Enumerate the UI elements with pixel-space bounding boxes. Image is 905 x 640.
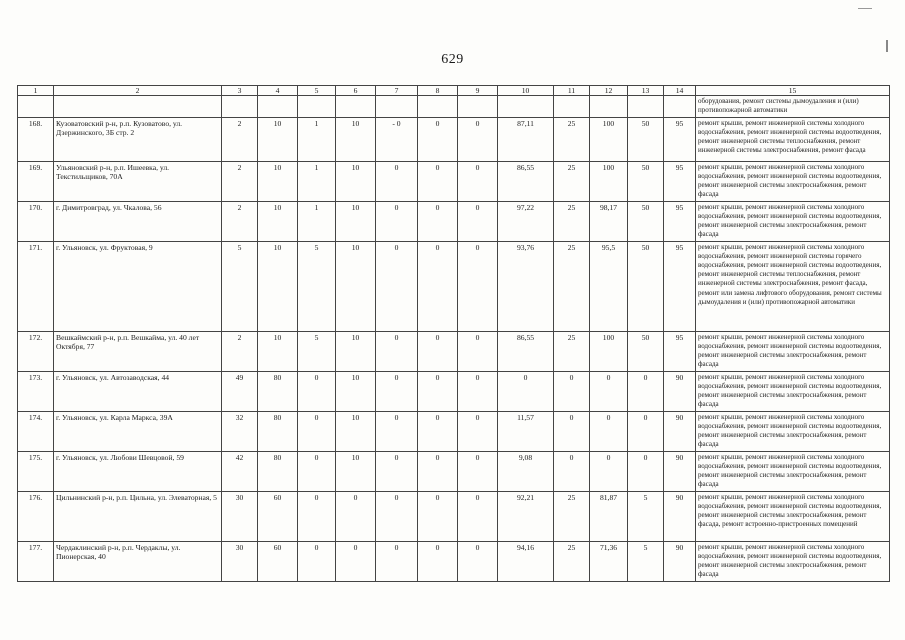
value-cell: 32 <box>222 411 258 451</box>
column-number: 3 <box>222 86 258 96</box>
value-cell: 0 <box>336 541 376 581</box>
address-cell: г. Ульяновск, ул. Карла Маркса, 39А <box>54 411 222 451</box>
value-cell: 0 <box>418 331 458 371</box>
value-cell: 9,08 <box>498 451 554 491</box>
value-cell: 0 <box>458 411 498 451</box>
value-cell: 0 <box>376 491 418 541</box>
row-number: 170. <box>18 201 54 241</box>
value-cell: - 0 <box>376 117 418 161</box>
value-cell: 5 <box>298 241 336 331</box>
value-cell: 95 <box>664 201 696 241</box>
value-cell: 10 <box>336 117 376 161</box>
table-row <box>18 331 890 371</box>
works-cell: ремонт крыши, ремонт инженерной системы холодного водоснабжения, ремонт инженерной системы водоотведения, ремонт инженерной системы электроснабжения, ремонт фасада <box>696 331 890 371</box>
address-cell: г. Ульяновск, ул. Автозаводская, 44 <box>54 371 222 411</box>
value-cell: 0 <box>554 451 590 491</box>
table-row <box>18 371 890 411</box>
scan-mark-right <box>886 40 888 52</box>
value-cell: 25 <box>554 161 590 201</box>
value-cell: 5 <box>298 331 336 371</box>
column-number: 2 <box>54 86 222 96</box>
works-cell: ремонт крыши, ремонт инженерной системы холодного водоснабжения, ремонт инженерной системы водоотведения, ремонт инженерной системы электроснабжения, ремонт фасада <box>696 451 890 491</box>
column-number: 4 <box>258 86 298 96</box>
value-cell: 10 <box>336 451 376 491</box>
value-cell: 30 <box>222 541 258 581</box>
value-cell: 95 <box>664 117 696 161</box>
value-cell: 0 <box>628 451 664 491</box>
row-number: 175. <box>18 451 54 491</box>
value-cell: 100 <box>590 117 628 161</box>
value-cell: 0 <box>458 331 498 371</box>
value-cell: 10 <box>336 241 376 331</box>
row-number: 168. <box>18 117 54 161</box>
works-cell: ремонт крыши, ремонт инженерной системы холодного водоснабжения, ремонт инженерной системы водоотведения, ремонт инженерной системы электроснабжения, ремонт фасада <box>696 371 890 411</box>
value-cell: 95,5 <box>590 241 628 331</box>
address-cell: Кузоватовский р-н, р.п. Кузоватово, ул. Дзержинского, 3Б стр. 2 <box>54 117 222 161</box>
value-cell: 86,55 <box>498 161 554 201</box>
value-cell: 0 <box>418 541 458 581</box>
value-cell: 0 <box>458 161 498 201</box>
row-number: 171. <box>18 241 54 331</box>
works-continuation: оборудования, ремонт системы дымоудаления и (или) противопожарной автоматики <box>696 96 890 117</box>
value-cell: 0 <box>298 491 336 541</box>
table-row <box>18 411 890 451</box>
table-row <box>18 161 890 201</box>
value-cell: 50 <box>628 241 664 331</box>
works-cell: ремонт крыши, ремонт инженерной системы холодного водоснабжения, ремонт инженерной системы водоотведения, ремонт инженерной системы электроснабжения, ремонт фасада <box>696 201 890 241</box>
value-cell: 49 <box>222 371 258 411</box>
column-number: 10 <box>498 86 554 96</box>
value-cell: 0 <box>458 451 498 491</box>
value-cell: 10 <box>258 161 298 201</box>
value-cell: 50 <box>628 117 664 161</box>
value-cell: 25 <box>554 331 590 371</box>
scan-mark-top <box>858 8 872 9</box>
value-cell: 100 <box>590 331 628 371</box>
value-cell: 95 <box>664 161 696 201</box>
value-cell: 90 <box>664 451 696 491</box>
value-cell: 0 <box>298 411 336 451</box>
table-row <box>18 117 890 161</box>
continuation-row <box>18 96 890 117</box>
table-row <box>18 241 890 331</box>
value-cell: 0 <box>458 201 498 241</box>
value-cell: 90 <box>664 491 696 541</box>
value-cell: 100 <box>590 161 628 201</box>
value-cell: 50 <box>628 331 664 371</box>
value-cell: 0 <box>376 451 418 491</box>
row-number: 176. <box>18 491 54 541</box>
address-cell: Чердаклинский р-н, р.п. Чердаклы, ул. Пионерская, 40 <box>54 541 222 581</box>
column-number: 1 <box>18 86 54 96</box>
column-number: 12 <box>590 86 628 96</box>
value-cell: 30 <box>222 491 258 541</box>
row-number: 177. <box>18 541 54 581</box>
value-cell: 92,21 <box>498 491 554 541</box>
column-number: 9 <box>458 86 498 96</box>
value-cell: 0 <box>376 411 418 451</box>
value-cell: 2 <box>222 117 258 161</box>
value-cell: 0 <box>458 241 498 331</box>
row-number: 173. <box>18 371 54 411</box>
value-cell: 0 <box>628 411 664 451</box>
value-cell: 0 <box>418 201 458 241</box>
value-cell: 0 <box>298 541 336 581</box>
value-cell: 0 <box>458 491 498 541</box>
column-number: 5 <box>298 86 336 96</box>
value-cell: 50 <box>628 201 664 241</box>
repair-register-table <box>17 85 890 582</box>
column-number: 14 <box>664 86 696 96</box>
value-cell: 80 <box>258 371 298 411</box>
value-cell: 0 <box>376 331 418 371</box>
value-cell: 0 <box>628 371 664 411</box>
value-cell: 0 <box>418 411 458 451</box>
works-cell: ремонт крыши, ремонт инженерной системы холодного водоснабжения, ремонт инженерной системы горячего водоснабжения, ремонт инженерной системы водоотведения, ремонт инженерной системы теплоснабжения, ремонт инженерной системы электроснабжения, ремонт фасада, ремонт или замена лифтового оборудования, ремонт системы дымоудаления и (или) противопожарной автоматики <box>696 241 890 331</box>
column-number: 8 <box>418 86 458 96</box>
table-row <box>18 451 890 491</box>
value-cell: 0 <box>298 371 336 411</box>
address-cell: г. Ульяновск, ул. Фруктовая, 9 <box>54 241 222 331</box>
value-cell: 42 <box>222 451 258 491</box>
value-cell: 98,17 <box>590 201 628 241</box>
value-cell: 10 <box>258 241 298 331</box>
value-cell: 0 <box>590 451 628 491</box>
column-number: 6 <box>336 86 376 96</box>
value-cell: 95 <box>664 241 696 331</box>
value-cell: 90 <box>664 411 696 451</box>
value-cell: 0 <box>376 201 418 241</box>
value-cell: 0 <box>418 451 458 491</box>
value-cell: 0 <box>418 491 458 541</box>
works-cell: ремонт крыши, ремонт инженерной системы холодного водоснабжения, ремонт инженерной системы водоотведения, ремонт инженерной системы электроснабжения, ремонт фасада <box>696 161 890 201</box>
value-cell: 5 <box>628 491 664 541</box>
value-cell: 0 <box>458 117 498 161</box>
value-cell: 0 <box>554 411 590 451</box>
value-cell: 0 <box>458 541 498 581</box>
value-cell: 25 <box>554 541 590 581</box>
value-cell: 25 <box>554 491 590 541</box>
value-cell: 97,22 <box>498 201 554 241</box>
value-cell: 25 <box>554 201 590 241</box>
value-cell: 87,11 <box>498 117 554 161</box>
value-cell: 0 <box>458 371 498 411</box>
value-cell: 25 <box>554 117 590 161</box>
value-cell: 94,16 <box>498 541 554 581</box>
address-cell: Цильнинский р-н, р.п. Цильна, ул. Элеваторная, 5 <box>54 491 222 541</box>
works-cell: ремонт крыши, ремонт инженерной системы холодного водоснабжения, ремонт инженерной системы водоотведения, ремонт инженерной системы электроснабжения, ремонт фасада <box>696 541 890 581</box>
value-cell: 60 <box>258 491 298 541</box>
row-number: 172. <box>18 331 54 371</box>
value-cell: 0 <box>418 161 458 201</box>
value-cell: 90 <box>664 371 696 411</box>
value-cell: 0 <box>336 491 376 541</box>
value-cell: 90 <box>664 541 696 581</box>
value-cell: 0 <box>376 241 418 331</box>
value-cell: 0 <box>418 371 458 411</box>
value-cell: 2 <box>222 201 258 241</box>
value-cell: 93,76 <box>498 241 554 331</box>
value-cell: 10 <box>336 201 376 241</box>
value-cell: 71,36 <box>590 541 628 581</box>
value-cell: 11,57 <box>498 411 554 451</box>
value-cell: 0 <box>376 161 418 201</box>
address-cell: Вешкаймский р-н, р.п. Вешкайма, ул. 40 лет Октября, 77 <box>54 331 222 371</box>
works-cell: ремонт крыши, ремонт инженерной системы холодного водоснабжения, ремонт инженерной системы водоотведения, ремонт инженерной системы электроснабжения, ремонт фасада <box>696 411 890 451</box>
value-cell: 5 <box>222 241 258 331</box>
value-cell: 95 <box>664 331 696 371</box>
table-row <box>18 201 890 241</box>
value-cell: 0 <box>418 117 458 161</box>
address-cell: г. Димитровград, ул. Чкалова, 56 <box>54 201 222 241</box>
value-cell: 1 <box>298 117 336 161</box>
value-cell: 0 <box>554 371 590 411</box>
value-cell: 0 <box>590 411 628 451</box>
value-cell: 0 <box>590 371 628 411</box>
works-cell: ремонт крыши, ремонт инженерной системы холодного водоснабжения, ремонт инженерной системы водоотведения, ремонт инженерной системы теплоснабжения, ремонт инженерной системы электроснабжения, ремонт фасада <box>696 117 890 161</box>
value-cell: 5 <box>628 541 664 581</box>
column-number: 11 <box>554 86 590 96</box>
column-number: 13 <box>628 86 664 96</box>
value-cell: 2 <box>222 161 258 201</box>
page-number: 629 <box>441 52 464 67</box>
value-cell: 10 <box>336 161 376 201</box>
row-number: 174. <box>18 411 54 451</box>
value-cell: 81,87 <box>590 491 628 541</box>
value-cell: 2 <box>222 331 258 371</box>
value-cell: 0 <box>418 241 458 331</box>
table-row <box>18 491 890 541</box>
value-cell: 0 <box>298 451 336 491</box>
value-cell: 10 <box>258 117 298 161</box>
address-cell: г. Ульяновск, ул. Любови Шевцовой, 59 <box>54 451 222 491</box>
value-cell: 10 <box>336 371 376 411</box>
row-number: 169. <box>18 161 54 201</box>
value-cell: 10 <box>258 201 298 241</box>
value-cell: 80 <box>258 411 298 451</box>
address-cell: Ульяновский р-н, р.п. Ишеевка, ул. Текстильщиков, 70А <box>54 161 222 201</box>
value-cell: 0 <box>376 371 418 411</box>
table-row <box>18 541 890 581</box>
column-number: 15 <box>696 86 890 96</box>
value-cell: 80 <box>258 451 298 491</box>
value-cell: 0 <box>376 541 418 581</box>
value-cell: 10 <box>336 411 376 451</box>
column-number: 7 <box>376 86 418 96</box>
value-cell: 60 <box>258 541 298 581</box>
value-cell: 10 <box>336 331 376 371</box>
value-cell: 86,55 <box>498 331 554 371</box>
value-cell: 1 <box>298 161 336 201</box>
value-cell: 1 <box>298 201 336 241</box>
value-cell: 50 <box>628 161 664 201</box>
works-cell: ремонт крыши, ремонт инженерной системы холодного водоснабжения, ремонт инженерной системы водоотведения, ремонт инженерной системы электроснабжения, ремонт фасада, ремонт встроенно-пристроенных помещений <box>696 491 890 541</box>
value-cell: 0 <box>498 371 554 411</box>
column-number-row <box>18 86 890 96</box>
value-cell: 25 <box>554 241 590 331</box>
value-cell: 10 <box>258 331 298 371</box>
